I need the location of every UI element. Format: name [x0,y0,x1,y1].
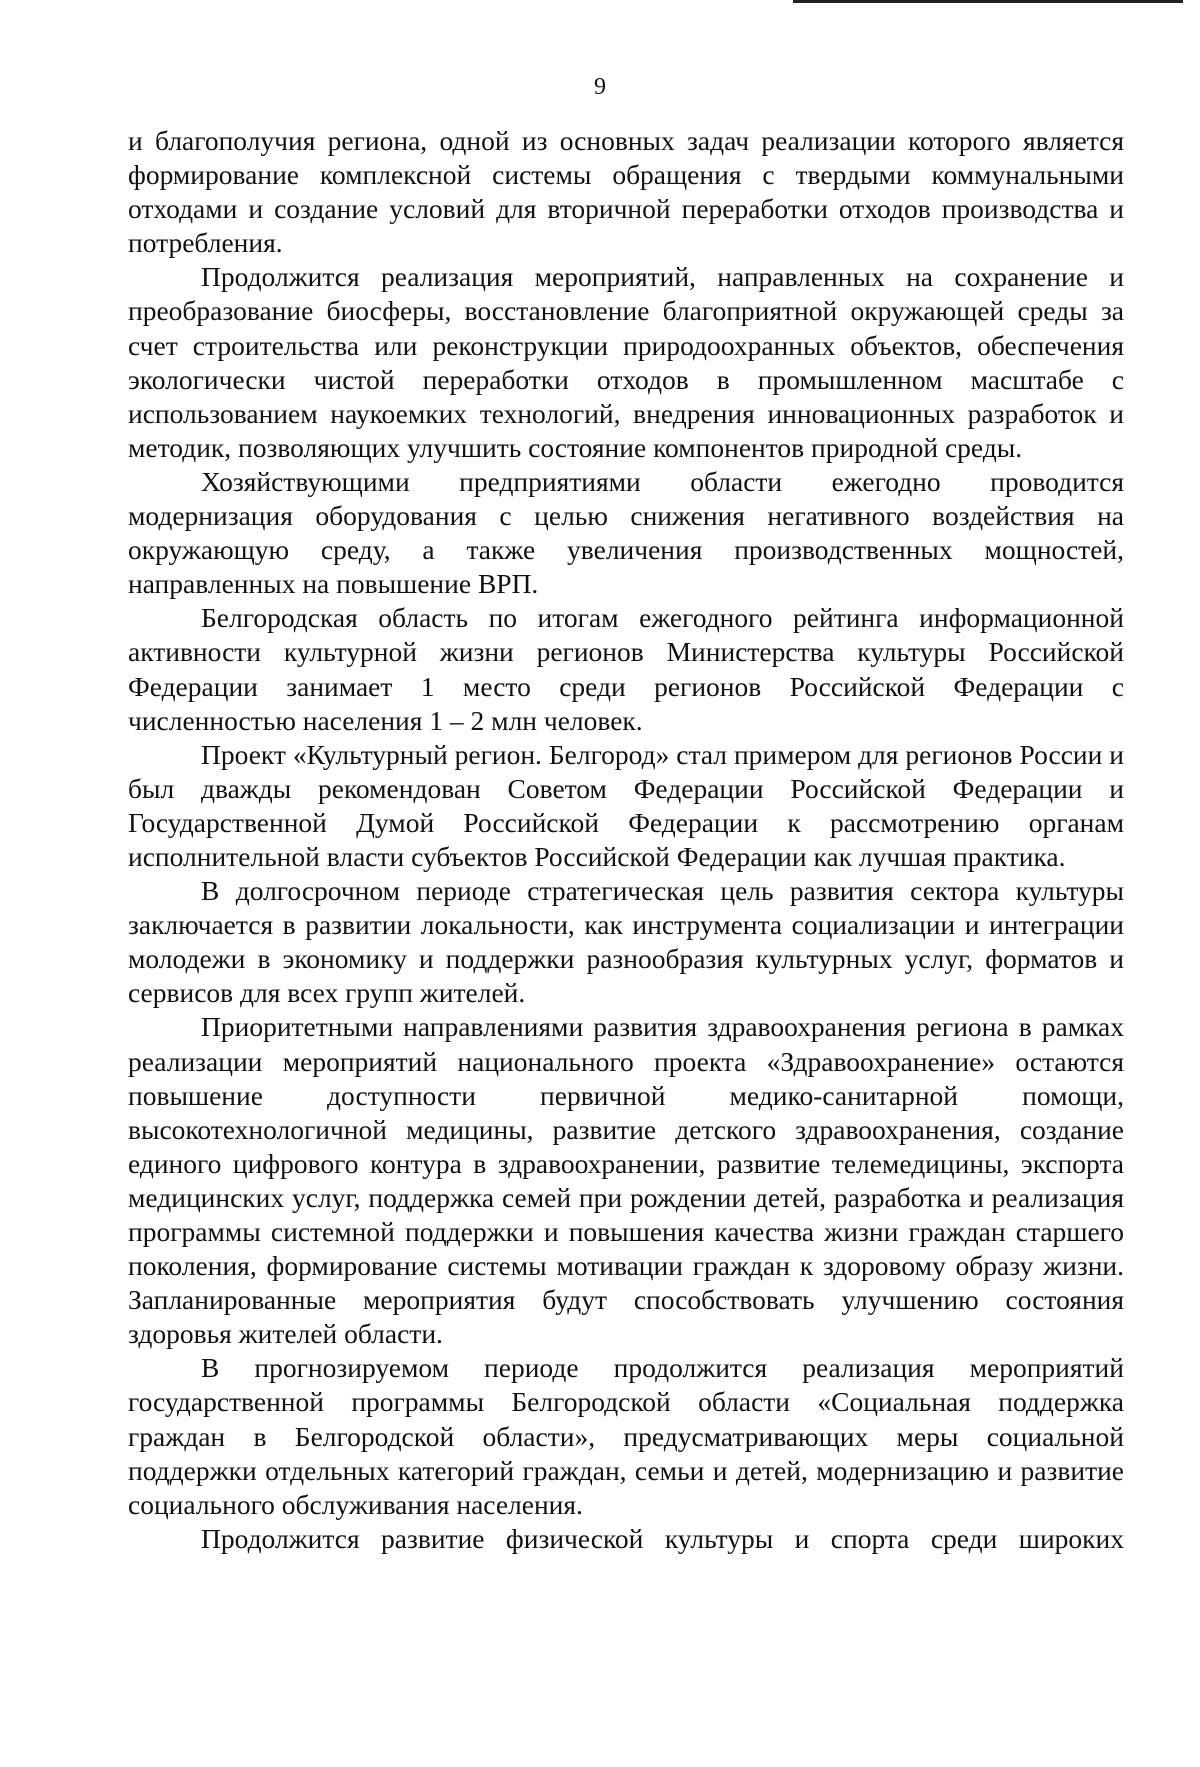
text-line: услуг, форматов и сервисов для всех групп жителей. [128,943,1125,1009]
text-line: Продолжится развитие физической культуры и спорта среди широких [201,1522,1124,1554]
paragraph-p7 [128,1010,1124,1351]
paragraph-p8 [128,1351,1124,1521]
text-line: Хозяйствующими предприятиями области ежегодно проводится [201,465,1124,497]
text-line: остаются повышение доступности первичной медико-санитарной помощи, [128,1045,1125,1111]
text-line: Федерации занимает 1 место среди регионов Российской Федерации [128,670,1084,702]
text-line: поддержки отдельных категорий граждан, семьи и детей, модернизацию [128,1454,990,1486]
paragraph-p5 [128,738,1124,874]
text-line: отходов производства и потребления. [128,193,1125,259]
paragraph-p3 [128,465,1124,601]
text-line: создание единого цифрового контура в здравоохранении, развитие [128,1113,1124,1179]
text-line: органам исполнительной власти субъектов Российской Федерации как лучшая [128,806,1124,872]
text-line: в рамках реализации мероприятий национального проекта «Здравоохранение» [128,1011,1125,1077]
text-line: граждан в Белгородской области», предусматривающих меры социальной [128,1420,1124,1452]
top-edge-rule [793,0,1183,3]
text-line: заключается в развитии локальности, как инструмента социализации [128,909,956,941]
text-line: и интеграции молодежи в экономику и поддержки разнообразия культурных [128,909,1125,975]
document-body [128,124,1124,1556]
text-line: коммунальными отходами и создание условий для вторичной переработки [128,159,1124,225]
text-line: В долгосрочном периоде стратегическая цель развития сектора культуры [201,875,1124,907]
text-line: детей, разработка и реализация программы системной поддержки и повышения [128,1181,1124,1247]
text-line: с численностью населения 1 – 2 млн человек. [128,670,1125,736]
text-line: инновационных разработок и методик, позволяющих улучшить состояние [128,397,1124,463]
text-line: государственной программы Белгородской области «Социальная поддержка [128,1386,1124,1418]
text-line: активности культурной жизни регионов Министерства культуры Российской [128,636,1124,668]
paragraph-p9 [128,1522,1124,1556]
text-line: Белгородская область по итогам ежегодного рейтинга информационной [201,602,1124,634]
text-line: и преобразование биосферы, восстановление благоприятной окружающей [128,261,1125,327]
text-line: и развитие социального обслуживания населения. [128,1454,1125,1520]
text-line: обеспечения экологически чистой переработки отходов в промышленном [128,329,1124,395]
page-number: 9 [594,74,606,100]
paragraph-p2 [128,260,1124,465]
text-line: Проект «Культурный регион. Белгород» стал примером для регионов [201,738,1013,770]
text-line: высокотехнологичной медицины, развитие детского здравоохранения, [128,1113,1001,1145]
text-line: России и был дважды рекомендован Советом Федерации Российской [128,738,1125,804]
text-line: компонентов природной среды. [653,431,1023,463]
text-line: масштабе с использованием наукоемких технологий, внедрения [128,363,1125,429]
paragraph-p1 [128,124,1124,260]
paragraph-p4 [128,601,1124,737]
text-line: качества жизни граждан старшего поколения, формирование системы [128,1216,1125,1282]
text-line: модернизация оборудования с целью снижения негативного воздействия [128,500,1075,532]
text-line: Федерации и Государственной Думой Российской Федерации к рассмотрению [128,772,1124,838]
text-line: Приоритетными направлениями развития здравоохранения региона [201,1011,1009,1043]
text-line: телемедицины, экспорта медицинских услуг, поддержка семей при рождении [128,1147,1124,1213]
text-line: на окружающую среду, а также увеличения производственных мощностей, [128,500,1124,566]
text-line: направленных на повышение ВРП. [128,568,539,600]
text-line: мотивации граждан к здоровому образу жизни. Запланированные мероприятия [128,1250,1125,1316]
text-line: является формирование комплексной системы обращения с твердыми [128,125,1124,191]
text-line: будут способствовать улучшению состояния здоровья жителей области. [128,1284,1125,1350]
text-line: и благополучия региона, одной из основных задач реализации которого [128,125,1011,156]
paragraph-p6 [128,874,1124,1010]
text-line: В прогнозируемом периоде продолжится реализация мероприятий [201,1352,1124,1384]
text-line: практика. [953,840,1066,872]
text-line: Продолжится реализация мероприятий, направленных на сохранение [201,261,1088,293]
text-line: среды за счет строительства или реконструкции природоохранных объектов, [128,295,1125,361]
